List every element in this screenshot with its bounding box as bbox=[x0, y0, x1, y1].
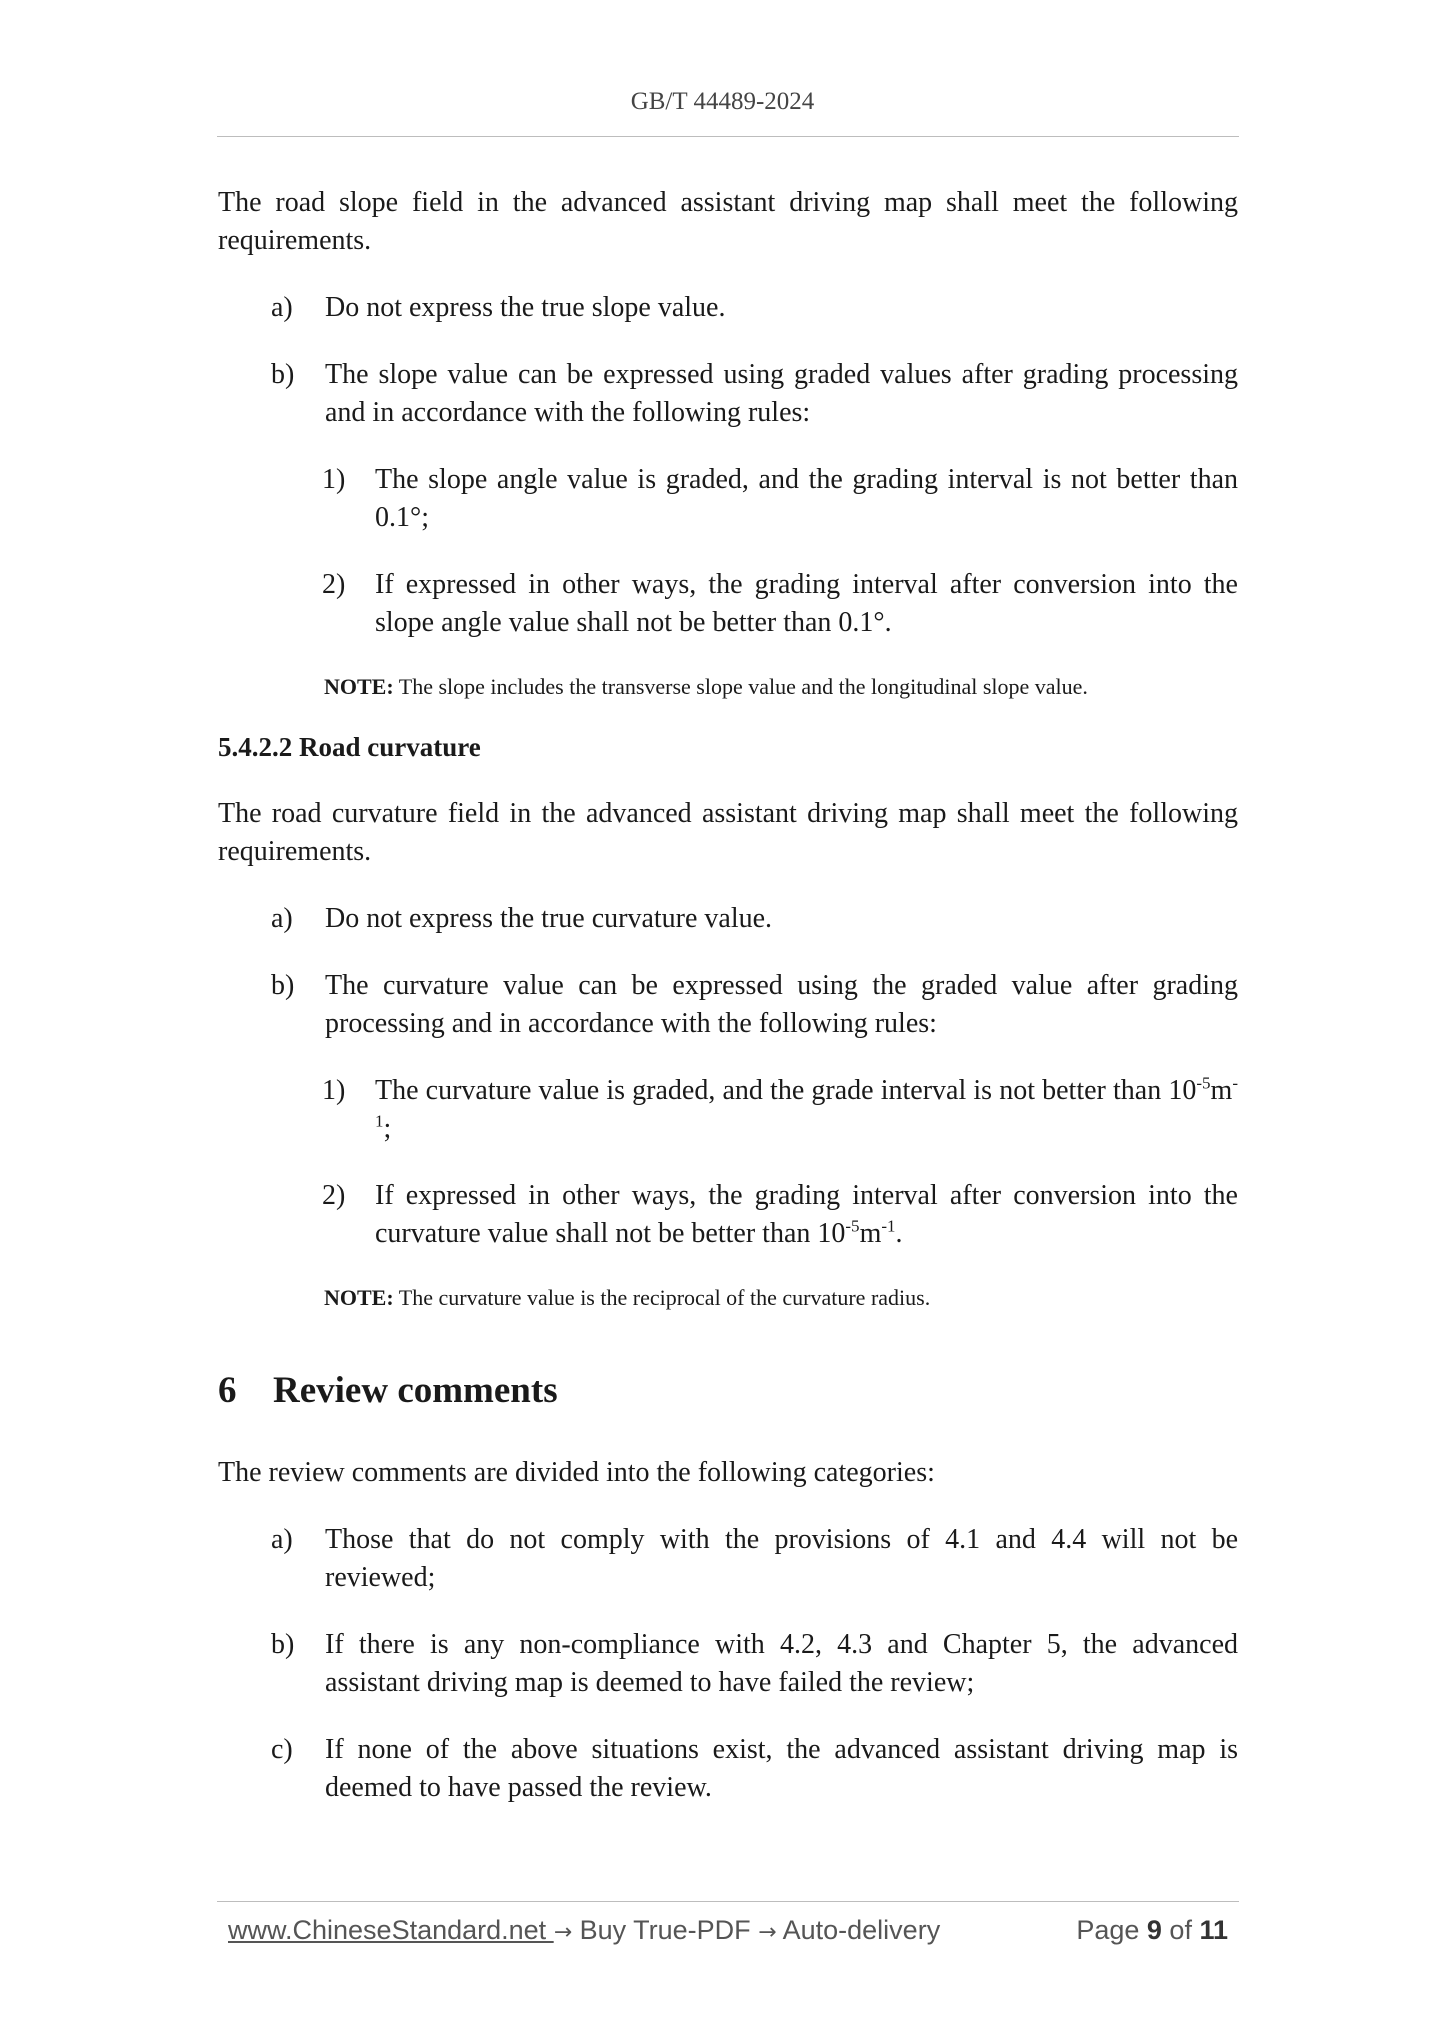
unit: m bbox=[859, 1218, 882, 1249]
exponent: -1 bbox=[375, 1073, 1238, 1131]
section-number: 6 bbox=[218, 1370, 237, 1411]
review-heading bbox=[218, 1366, 1238, 1416]
list-marker: 2) bbox=[322, 1180, 346, 1211]
exponent: -1 bbox=[881, 1216, 896, 1236]
curvature-item-b bbox=[218, 967, 1238, 1043]
list-marker: 2) bbox=[322, 569, 346, 600]
arrow-right-icon: → bbox=[553, 1920, 573, 1945]
section-title: Review comments bbox=[273, 1370, 558, 1411]
slope-item-a bbox=[218, 289, 1238, 327]
list-item-text: Those that do not comply with the provisions of 4.1 and 4.4 will not be reviewed; bbox=[325, 1524, 1238, 1593]
footer-promo bbox=[228, 1915, 940, 1946]
note-label: NOTE: bbox=[324, 1285, 394, 1310]
list-item-text: The curvature value can be expressed using the graded value after grading processing and in accordance with the following rules: bbox=[325, 970, 1238, 1039]
list-marker: 1) bbox=[322, 1075, 346, 1106]
page-footer bbox=[228, 1915, 1228, 1953]
curvature-rule-2 bbox=[218, 1177, 1238, 1253]
site-link[interactable]: www.ChineseStandard.net bbox=[228, 1915, 554, 1945]
buy-text: Buy True-PDF bbox=[572, 1915, 759, 1945]
review-item-a bbox=[218, 1521, 1238, 1597]
slope-intro: The road slope field in the advanced assistant driving map shall meet the following requirements. bbox=[218, 187, 1238, 256]
list-item-text: If expressed in other ways, the grading interval after conversion into the slope angle value shall not be better than 0.1°. bbox=[375, 569, 1238, 638]
header-divider bbox=[217, 136, 1239, 137]
slope-item-b bbox=[218, 356, 1238, 432]
slope-rule-1 bbox=[218, 461, 1238, 537]
page-header: GB/T 44489-2024 bbox=[630, 88, 815, 115]
arrow-right-icon: → bbox=[758, 1920, 777, 1945]
list-marker: b) bbox=[271, 1629, 295, 1660]
slope-rule-2 bbox=[218, 566, 1238, 642]
list-marker: 1) bbox=[322, 464, 346, 495]
exponent: -5 bbox=[1196, 1073, 1211, 1093]
slope-note bbox=[324, 671, 1238, 703]
list-item-text: If expressed in other ways, the grading interval after conversion into the curvature value shall not be better than 10 bbox=[375, 1180, 1238, 1249]
list-marker: b) bbox=[271, 359, 295, 390]
list-marker: a) bbox=[271, 292, 293, 323]
of-label: of bbox=[1161, 1915, 1200, 1945]
review-intro: The review comments are divided into the following categories: bbox=[218, 1457, 935, 1488]
page-total: 11 bbox=[1199, 1915, 1228, 1945]
list-item-text: The slope value can be expressed using graded values after grading processing and in accordance with the following rules: bbox=[325, 359, 1238, 428]
list-marker: a) bbox=[271, 1524, 293, 1555]
note-label: NOTE: bbox=[324, 674, 394, 699]
curvature-rule-1 bbox=[218, 1072, 1238, 1148]
review-item-c bbox=[218, 1731, 1238, 1807]
list-item-text: Do not express the true slope value. bbox=[325, 292, 726, 323]
list-item-text: The curvature value is graded, and the grade interval is not better than 10 bbox=[375, 1075, 1197, 1106]
page-indicator bbox=[1076, 1915, 1228, 1946]
curvature-note bbox=[324, 1282, 1238, 1314]
note-text: The curvature value is the reciprocal of the curvature radius. bbox=[393, 1285, 931, 1310]
note-text: The slope includes the transverse slope value and the longitudinal slope value. bbox=[393, 674, 1088, 699]
punctuation: ; bbox=[383, 1113, 392, 1144]
page-content bbox=[218, 184, 1238, 1836]
list-item-text: The slope angle value is graded, and the grading interval is not better than 0.1°; bbox=[375, 464, 1238, 533]
review-item-b bbox=[218, 1626, 1238, 1702]
footer-divider bbox=[217, 1901, 1239, 1902]
page-current: 9 bbox=[1146, 1915, 1162, 1945]
list-marker: c) bbox=[271, 1734, 293, 1765]
exponent: -5 bbox=[845, 1216, 860, 1236]
list-marker: b) bbox=[271, 970, 295, 1001]
list-item-text: If none of the above situations exist, the advanced assistant driving map is deemed to have passed the review. bbox=[325, 1734, 1238, 1803]
page-label: Page bbox=[1076, 1915, 1147, 1945]
unit: m bbox=[1210, 1075, 1233, 1106]
curvature-heading: 5.4.2.2 Road curvature bbox=[218, 732, 481, 762]
delivery-text: Auto-delivery bbox=[776, 1915, 941, 1945]
curvature-item-a bbox=[218, 900, 1238, 938]
list-item-text: If there is any non-compliance with 4.2, 4.3 and Chapter 5, the advanced assistant driving map is deemed to have failed the review; bbox=[325, 1629, 1238, 1698]
list-item-text: Do not express the true curvature value. bbox=[325, 903, 773, 934]
curvature-intro: The road curvature field in the advanced assistant driving map shall meet the following requirements. bbox=[218, 798, 1238, 867]
list-marker: a) bbox=[271, 903, 293, 934]
punctuation: . bbox=[895, 1218, 903, 1249]
